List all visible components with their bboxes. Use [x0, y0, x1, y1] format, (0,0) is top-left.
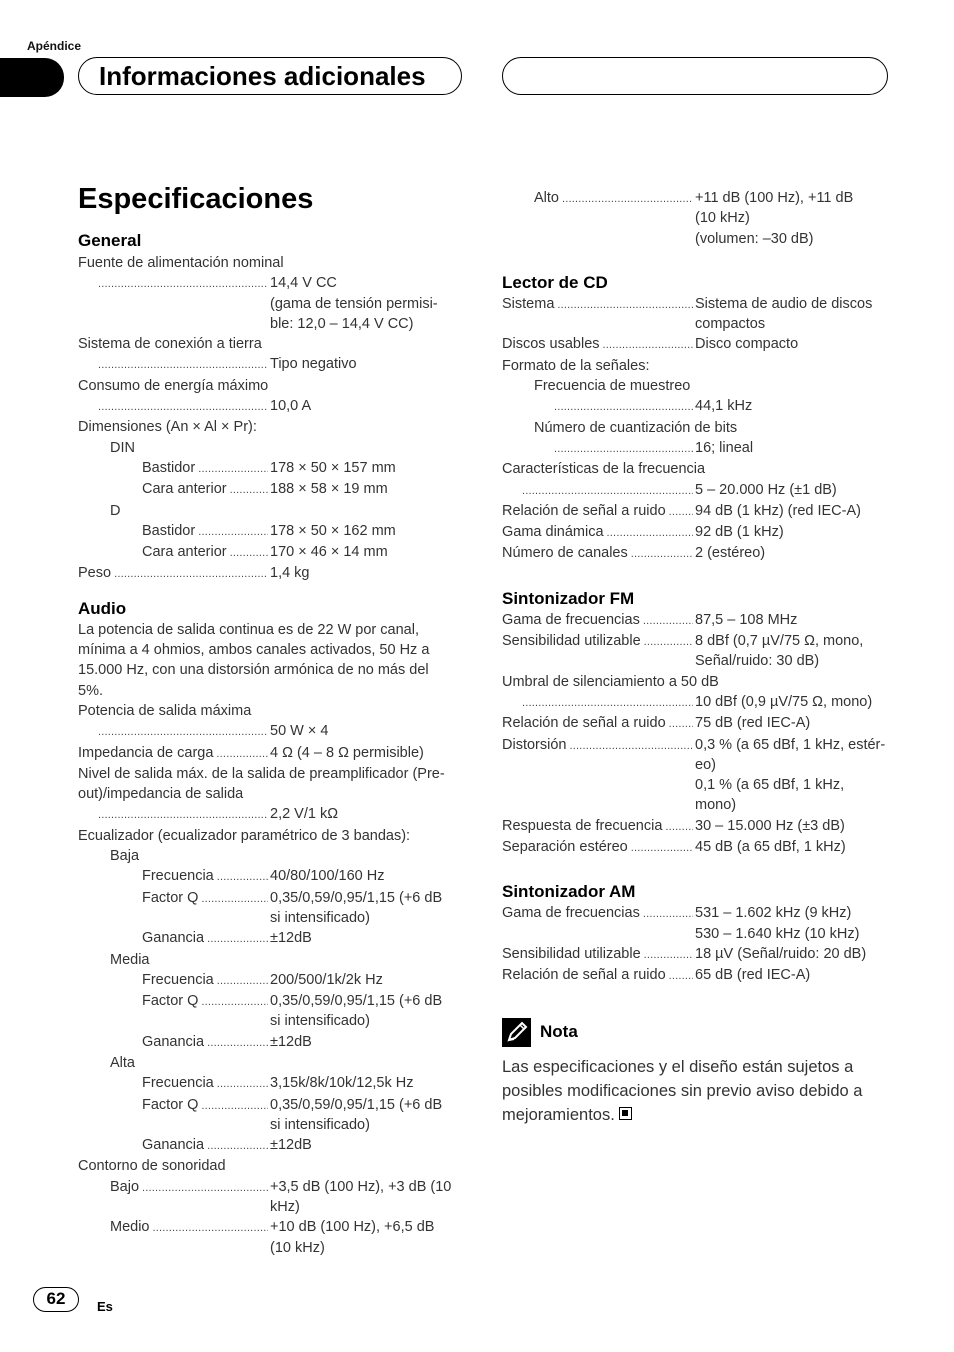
- spec-row: Relación de señal a ruido ..... 75 dB (red IEC-A): [502, 713, 894, 734]
- spec-row: Impedancia de carga ..... 4 Ω (4 – 8 Ω permisible): [78, 743, 466, 764]
- spec-row: Cara anterior ..... 188 × 58 × 19 mm: [78, 479, 466, 500]
- consumo-label: Consumo de energía máximo: [78, 377, 269, 394]
- section-tab-marker: [0, 58, 64, 97]
- spec-row: ..... 10,0 A: [78, 396, 466, 417]
- header-title: Informaciones adicionales: [99, 61, 426, 91]
- fm-section: Gama de frecuencias ..... 87,5 – 108 MHz Sensibilidad utilizable ..... 8 dBf (0,7 µV/75 Ω, mono, Señal/ruido: 30 dB) Umbral de silenciamiento a 50 dB ..... 10 dBf (0,9 µV/75 Ω, mono) Relación de señal a ruido ..... 75 dB (red IEC-A) Distorsión ..... 0,3 % (a 65 dBf, 1 kHz, estér- eo) 0,1 % (a 65 dBf, 1 kHz, mono) Respuesta de frecuencia ..... 30 – 15.000 Hz (±3 dB) Separación estéreo ..... 45 dB (a 65 dBf, 1 kHz): [502, 610, 894, 859]
- spec-row: ..... Tipo negativo: [78, 354, 466, 375]
- spec-row: Factor Q ..... 0,35/0,59/0,95/1,15 (+6 dB si intensificado): [78, 888, 466, 929]
- spec-row: Sensibilidad utilizable ..... 8 dBf (0,7 µV/75 Ω, mono, Señal/ruido: 30 dB): [502, 631, 894, 672]
- spec-row: Discos usables ..... Disco compacto: [502, 334, 894, 355]
- spec-row: Peso ..... 1,4 kg: [78, 563, 466, 584]
- cd-section: Sistema ..... Sistema de audio de discos compactos Discos usables ..... Disco compacto Formato de la señales: Frecuencia de muestreo ..... 44,1 kHz Número de cuantización de bits ..... 16; lineal Características de la frecuencia ..... 5 – 20.000 Hz (±1 dB) Relación de señal a ruido ..... 94 dB (1 kHz) (red IEC-A) Gama dinámica ..... 92 dB (1 kHz) Número de canales ..... 2 (estéreo): [502, 294, 894, 565]
- audio-section: La potencia de salida continua es de 22 W por canal, mínima a 4 ohmios, ambos canales activados, 50 Hz a 15.000 Hz, con una distorsión armónica de no más del 5%. Potencia de salida máxima ..... 50 W × 4 Impedancia de carga ..... 4 Ω (4 – 8 Ω permisible) Nivel de salida máx. de la salida de preamplificador (Pre- out)/impedancia de salida ..... 2,2 V/1 kΩ Ecualizador (ecualizador paramétrico de 3 bandas): Baja Frecuencia ..... 40/80/100/160 Hz Factor Q ..... 0,35/0,59/0,95/1,15 (+6 dB si intensificado) Ganancia ..... ±12dB Media Frecuencia ..... 200/500/1k/2k Hz Factor Q ..... 0,35/0,59/0,95/1,15 (+6 dB si intensificado) Ganancia ..... ±12dB Alta Frecuencia ..... 3,15k/8k/10k/12,5k Hz Factor Q ..... 0,35/0,59/0,95/1,15 (+6 dB si intensificado) Ganancia ..... ±12dB Contorno de sonoridad Bajo ..... +3,5 dB (100 Hz), +3 dB (10 kHz) Medio ..... +10 dB (100 Hz), +6,5 dB (10 kHz): [78, 620, 466, 1258]
- spec-row: Factor Q ..... 0,35/0,59/0,95/1,15 (+6 dB si intensificado): [78, 1095, 466, 1136]
- spec-row: Gama de frecuencias ..... 531 – 1.602 kHz (9 kHz) 530 – 1.640 kHz (10 kHz): [502, 903, 894, 944]
- spec-row: Relación de señal a ruido ..... 65 dB (red IEC-A): [502, 965, 894, 986]
- spec-row: Frecuencia ..... 40/80/100/160 Hz: [78, 866, 466, 887]
- general-section: [78, 253, 466, 585]
- general-heading: General: [78, 231, 142, 250]
- spec-row: ..... 14,4 V CC (gama de tensión permisi- ble: 12,0 – 14,4 V CC): [78, 273, 466, 334]
- left-column: [78, 231, 466, 1258]
- spec-row: Ganancia ..... ±12dB: [78, 1032, 466, 1053]
- pencil-note-icon: [502, 1018, 531, 1047]
- end-mark-icon: [619, 1107, 632, 1120]
- nota-label: Nota: [540, 1021, 578, 1041]
- spec-row: Respuesta de frecuencia ..... 30 – 15.000 Hz (±3 dB): [502, 816, 894, 837]
- spec-row: Ganancia ..... ±12dB: [78, 928, 466, 949]
- audio-heading: Audio: [78, 598, 127, 618]
- spec-row: Bajo ..... +3,5 dB (100 Hz), +3 dB (10 kHz): [78, 1177, 466, 1218]
- cd-heading: Lector de CD: [502, 272, 608, 292]
- spec-row: ..... 44,1 kHz: [502, 396, 894, 417]
- spec-row: Factor Q ..... 0,35/0,59/0,95/1,15 (+6 dB si intensificado): [78, 991, 466, 1032]
- fm-heading: Sintonizador FM: [502, 588, 635, 608]
- spec-row: Separación estéreo ..... 45 dB (a 65 dBf, 1 kHz): [502, 837, 894, 858]
- header-empty-box: [502, 57, 888, 95]
- fuente-label: Fuente de alimentación nominal: [78, 255, 284, 271]
- d-label: D: [110, 502, 121, 519]
- spec-row: ..... 16; lineal: [502, 438, 894, 459]
- spec-row: Cara anterior ..... 170 × 46 × 14 mm: [78, 542, 466, 563]
- language-code: Es: [97, 1299, 113, 1314]
- spec-row: Relación de señal a ruido ..... 94 dB (1 kHz) (red IEC-A): [502, 501, 894, 522]
- spec-row: Ganancia ..... ±12dB: [78, 1135, 466, 1156]
- section-label: Apéndice: [27, 39, 82, 53]
- spec-row: Sistema ..... Sistema de audio de discos compactos: [502, 294, 894, 335]
- spec-row: Frecuencia ..... 200/500/1k/2k Hz: [78, 970, 466, 991]
- nota-text: Las especificaciones y el diseño están sujetos a posibles modificaciones sin previo aviso debido a mejoramientos.: [502, 1057, 863, 1124]
- right-column: [502, 188, 894, 1127]
- spec-row: ..... 10 dBf (0,9 µV/75 Ω, mono): [502, 692, 894, 713]
- spec-row: Frecuencia ..... 3,15k/8k/10k/12,5k Hz: [78, 1073, 466, 1094]
- spec-row: Sensibilidad utilizable ..... 18 µV (Señal/ruido: 20 dB): [502, 944, 894, 965]
- page-number: 62: [33, 1287, 79, 1312]
- spec-row: Gama dinámica ..... 92 dB (1 kHz): [502, 522, 894, 543]
- spec-row: ..... 50 W × 4: [78, 721, 466, 742]
- spec-row: Medio ..... +10 dB (100 Hz), +6,5 dB (10 kHz): [78, 1217, 466, 1258]
- spec-row: Número de canales ..... 2 (estéreo): [502, 543, 894, 564]
- spec-row: Bastidor ..... 178 × 50 × 162 mm: [78, 521, 466, 542]
- spec-row: ..... 5 – 20.000 Hz (±1 dB): [502, 480, 894, 501]
- nota-block: [502, 1018, 894, 1127]
- dimensiones-label: Dimensiones (An × Al × Pr):: [78, 419, 257, 436]
- spec-row: ..... 2,2 V/1 kΩ: [78, 804, 466, 825]
- am-section: [502, 903, 894, 986]
- spec-row: Alto ..... +11 dB (100 Hz), +11 dB (10 kHz) (volumen: –30 dB): [502, 188, 894, 249]
- spec-row: Distorsión ..... 0,3 % (a 65 dBf, 1 kHz, estér- eo) 0,1 % (a 65 dBf, 1 kHz, mono): [502, 735, 894, 816]
- tierra-label: Sistema de conexión a tierra: [78, 336, 262, 353]
- am-heading: Sintonizador AM: [502, 882, 636, 902]
- header-title-box: [78, 57, 462, 95]
- spec-row: Gama de frecuencias ..... 87,5 – 108 MHz: [502, 610, 894, 631]
- din-label: DIN: [110, 439, 135, 456]
- page-title: Especificaciones: [78, 183, 314, 215]
- spec-row: Bastidor ..... 178 × 50 × 157 mm: [78, 458, 466, 479]
